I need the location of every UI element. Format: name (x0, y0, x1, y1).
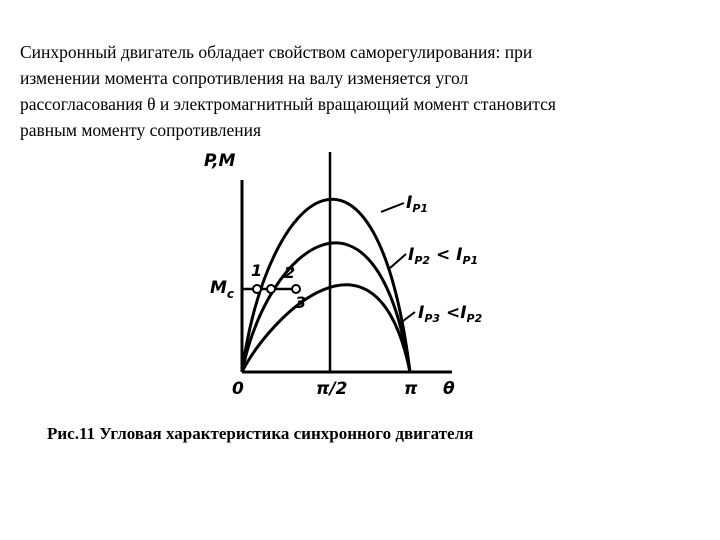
point-2-label: 2 (284, 263, 296, 282)
leader-ip2 (390, 254, 406, 268)
pi-label: π (404, 379, 418, 399)
point-3-label: 3 (295, 293, 307, 312)
curve-ip1-label: $I_{P1}$ (406, 193, 429, 215)
curve-ip3-label: $I_{P3} <I_{P2}$ (418, 303, 483, 325)
mc-subscript: c (226, 287, 235, 301)
leader-ip1 (381, 203, 404, 212)
point-2 (267, 285, 275, 293)
angular-characteristic-diagram (190, 150, 483, 410)
point-1 (253, 285, 261, 293)
origin-label: 0 (232, 379, 244, 399)
point-1-label: 1 (251, 261, 263, 280)
y-axis-label: P,M (204, 151, 236, 171)
curve-ip2-label: $I_{P2} < I_{P1}$ (408, 245, 479, 267)
point-3 (292, 285, 300, 293)
angular-characteristic-figure (190, 150, 483, 415)
half-pi-label: π/2 (316, 379, 348, 399)
mc-label: $M_c$ (210, 278, 235, 301)
paragraph-line: Синхронный двигатель обладает свойством саморегулирования: при (20, 42, 533, 62)
theta-label: θ (443, 379, 455, 399)
paragraph-line: равным моменту сопротивления (20, 120, 262, 140)
figure-caption: Рис.11 Угловая характеристика синхронного двигателя (47, 424, 474, 443)
description-paragraph (20, 39, 680, 143)
paragraph-line: изменении момента сопротивления на валу изменяется угол (20, 68, 469, 88)
paragraph-line: рассогласования θ и электромагнитный вращающий момент становится (20, 94, 556, 114)
